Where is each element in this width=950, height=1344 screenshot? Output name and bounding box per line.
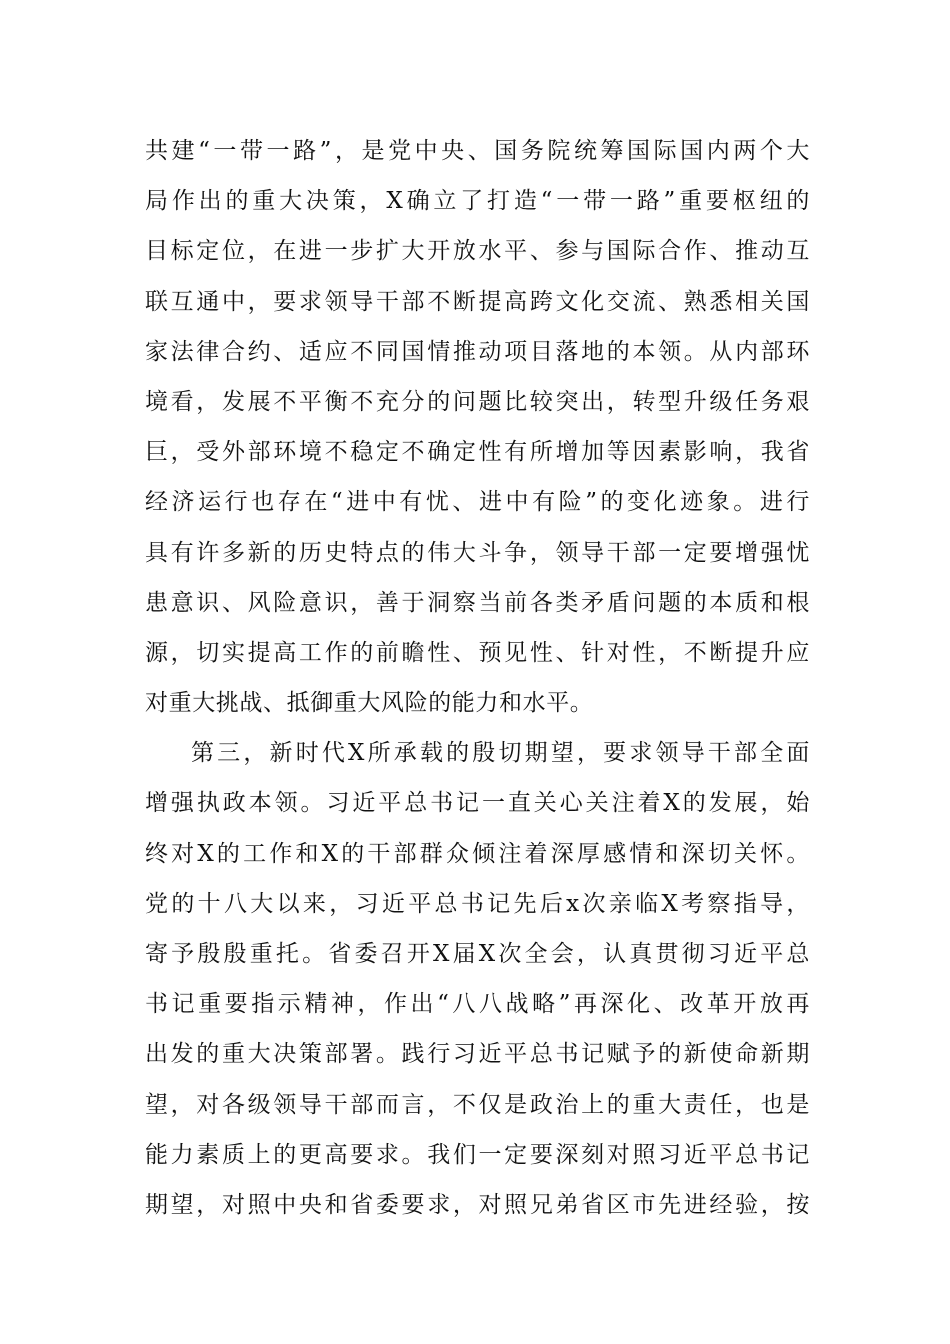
text-line: 源，切实提高工作的前瞻性、预见性、针对性，不断提升应 — [145, 639, 810, 666]
text-line: 出发的重大决策部署。践行习近平总书记赋予的新使命新期 — [145, 1041, 810, 1068]
text-line: 寄予殷殷重托。省委召开X届X次全会，认真贯彻习近平总 — [145, 941, 810, 967]
text-line: 终对X的工作和X的干部群众倾注着深厚感情和深切关怀。 — [145, 840, 810, 867]
text-line: 望，对各级领导干部而言，不仅是政治上的重大责任，也是 — [145, 1091, 810, 1118]
text-line: 期望，对照中央和省委要求，对照兄弟省区市先进经验，按 — [145, 1191, 810, 1218]
text-line: 目标定位，在进一步扩大开放水平、参与国际合作、推动互 — [145, 238, 810, 265]
text-line: 联互通中，要求领导干部不断提高跨文化交流、熟悉相关国 — [145, 288, 810, 315]
text-line: 经济运行也存在“进中有忧、进中有险”的变化迹象。进行 — [145, 489, 810, 516]
text-line: 能力素质上的更高要求。我们一定要深刻对照习近平总书记 — [145, 1141, 810, 1168]
text-line: 第三，新时代X所承载的殷切期望，要求领导干部全面 — [191, 740, 810, 767]
text-line: 共建“一带一路”，是党中央、国务院统筹国际国内两个大 — [145, 138, 810, 164]
text-line: 增强执政本领。习近平总书记一直关心关注着X的发展，始 — [145, 790, 810, 817]
text-line: 具有许多新的历史特点的伟大斗争，领导干部一定要增强忧 — [145, 539, 810, 566]
text-line: 境看，发展不平衡不充分的问题比较突出，转型升级任务艰 — [145, 388, 810, 415]
paragraph-2 — [145, 728, 810, 1230]
text-line: 党的十八大以来，习近平总书记先后x次亲临X考察指导， — [145, 890, 810, 917]
body-text — [145, 126, 810, 1230]
text-line: 书记重要指示精神，作出“八八战略”再深化、改革开放再 — [145, 991, 810, 1018]
text-line: 对重大挑战、抵御重大风险的能力和水平。 — [145, 690, 594, 717]
text-line: 局作出的重大决策，X确立了打造“一带一路”重要枢纽的 — [145, 188, 810, 215]
text-line: 家法律合约、适应不同国情推动项目落地的本领。从内部环 — [145, 338, 810, 365]
text-line: 巨，受外部环境不稳定不确定性有所增加等因素影响，我省 — [145, 439, 810, 466]
paragraph-1 — [145, 126, 810, 728]
text-line: 患意识、风险意识，善于洞察当前各类矛盾问题的本质和根 — [145, 589, 810, 616]
